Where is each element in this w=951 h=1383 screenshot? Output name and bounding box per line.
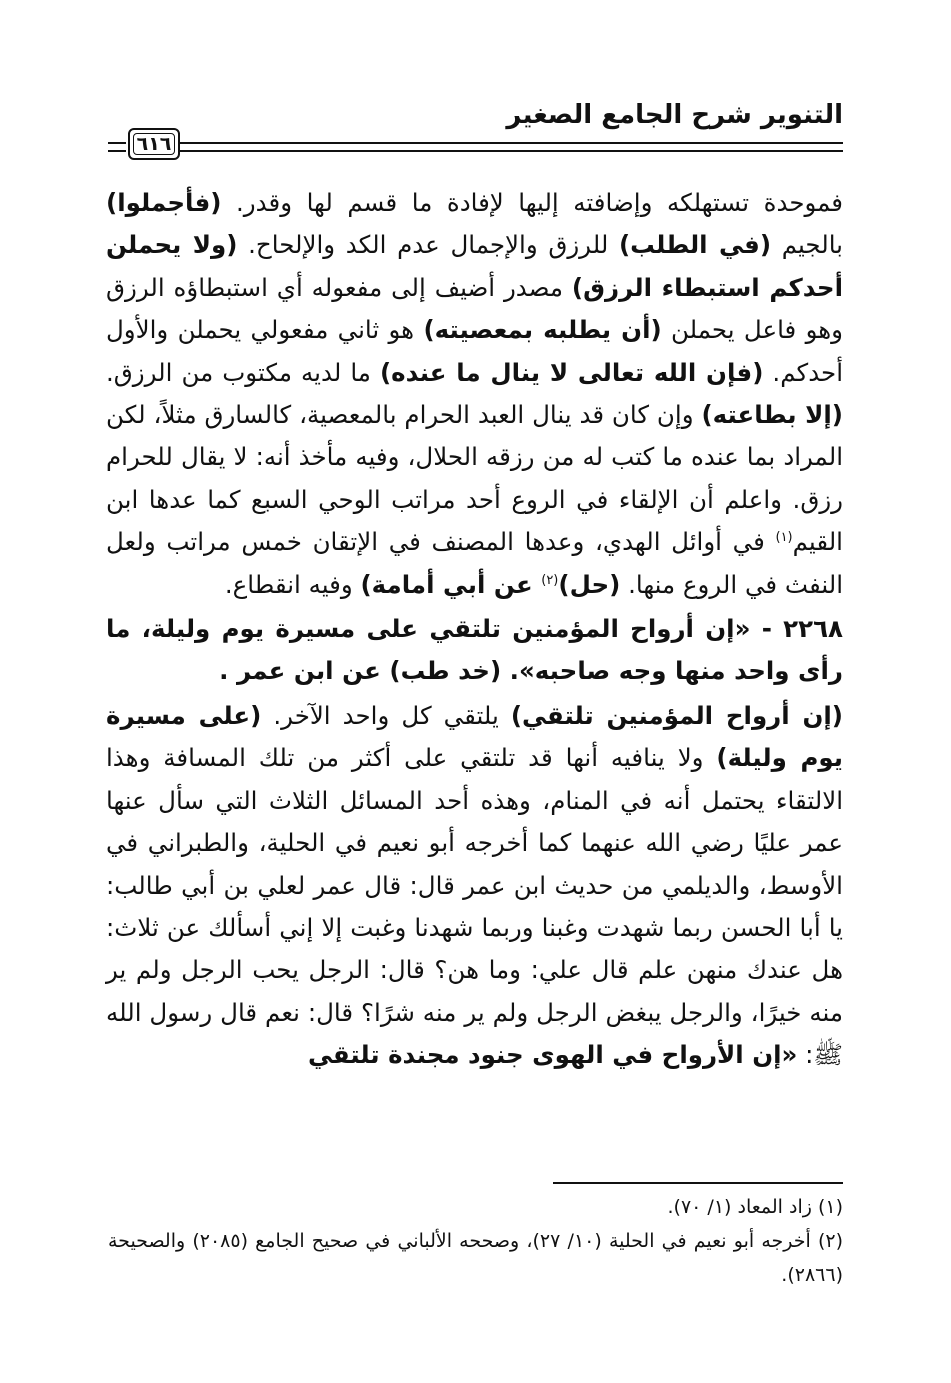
footnotes (108, 1190, 843, 1292)
quoted-hadith: «إن الأرواح في الهوى جنود مجندة تلتقي (307, 1040, 798, 1070)
text-run: وفيه انقطاع. (224, 569, 361, 599)
text-run: وإن كان قد ينال العبد الحرام بالمعصية، كالسارق مثلاً، لكن المراد بما عنده ما كتب له من رزقه الحلال، وفيه مأخذ أنه: لا يقال للحرام رزق. واعلم أن الإلقاء في الروع أحد مراتب الوحي السبع كما عدها ابن القيم (106, 400, 843, 557)
header-double-rule (178, 142, 843, 152)
quoted-term: (ولا يحملن أحدكم استبطاء الرزق) (106, 230, 843, 302)
running-title: التنوير شرح الجامع الصغير (506, 100, 843, 130)
paragraph-commentary-2 (106, 695, 843, 1077)
narrator: عن أبي أمامة) (360, 569, 542, 599)
footnote-1: (١) زاد المعاد (١/ ٧٠). (667, 1196, 843, 1218)
quoted-term: (على مسيرة يوم وليلة) (106, 700, 843, 773)
quoted-term: (فأجملوا) (106, 188, 222, 217)
quoted-term: (إن أرواح المؤمنين تلتقي) (510, 700, 843, 730)
quoted-term: (فإن الله تعالى لا ينال ما عنده) (379, 357, 764, 387)
text-run: في أوائل الهدي، وعدها المصنف في الإتقان خمس مراتب ولعل النفث في الروع منها. (106, 527, 843, 599)
text-run: ما لديه مكتوب من الرزق. (106, 357, 380, 387)
footnote-marker: (١) (775, 530, 793, 546)
quoted-term: (أن يطلبه بمعصيته) (423, 315, 662, 345)
text-run: مصدر أضيف إلى مفعوله أي استبطاؤه الرزق وهو فاعل يحملن (106, 272, 843, 345)
page-number (128, 128, 180, 160)
source-code: (حل) (558, 569, 621, 599)
quoted-term: (في الطلب) (618, 230, 772, 260)
footnote-marker: (٢) (541, 572, 559, 588)
quoted-term: (إلا بطاعته) (701, 400, 843, 430)
text-run: هو ثاني مفعولي يحملن والأول أحدكم. (106, 315, 844, 387)
footnote-separator (553, 1182, 843, 1184)
header-rule-stub (108, 142, 126, 152)
hadith-2268: ٢٢٦٨ - «إن أرواح المؤمنين تلتقي على مسيرة يوم وليلة، ما رأى واحد منها وجه صاحبه». (خد طب) عن ابن عمر . (106, 614, 843, 686)
text-run: للرزق والإجمال عدم الكد والإلحاح. (237, 230, 619, 260)
text-run: فموحدة تستهلكه وإضافته إليها لإفادة ما قسم لها وقدر. (221, 188, 843, 217)
page-number-text: ٦١٦ (136, 133, 172, 155)
header-rule (108, 128, 843, 168)
text-run: يلتقي كل واحد الآخر. (261, 700, 511, 730)
paragraph-commentary-1 (106, 182, 843, 606)
main-text (106, 182, 843, 1077)
text-run: بالجيم (771, 230, 843, 260)
footnote-2: (٢) أخرجه أبو نعيم في الحلية (١٠/ ٢٧)، وصححه الألباني في صحيح الجامع (٢٠٨٥) والصحيحة (٢٨٦٦). (108, 1230, 844, 1286)
text-run: ولا ينافيه أنها قد تلتقي على أكثر من تلك المسافة وهذا الالتقاء يحتمل أنه في المنام، وهذه أحد المسائل الثلاث التي سأل عنها عمر عليًا رضي الله عنهما كما أخرجه أبو نعيم في الحلية، والطبراني في الأوسط، والديلمي من حديث ابن عمر قال: قال عمر لعلي بن أبي طالب: يا أبا الحسن ربما شهدت وغبنا وربما شهدنا وغبت إلا إني أسألك عن ثلاث: هل عندك منهن علم قال علي: وما هن؟ قال: الرجل يحب الرجل ولم ير منه خيرًا، والرجل يبغض الرجل ولم ير منه شرًا؟ قال: نعم قال رسول الله ﷺ: (106, 743, 843, 1070)
